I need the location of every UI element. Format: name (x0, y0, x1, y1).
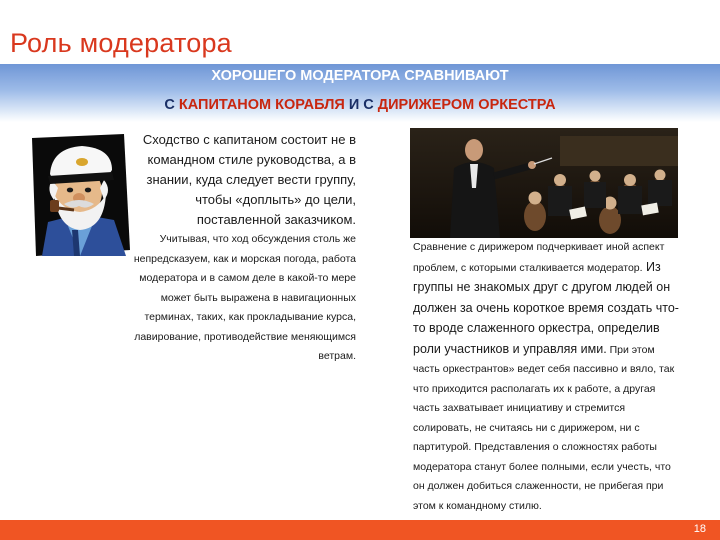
conductor-comparison-text (413, 238, 679, 516)
conductor-part2: Из группы не знакомых друг с другом людей он должен за очень короткое время создать что-то вроде слаженного оркестра, определив роли участников и управляя ими. (413, 259, 679, 356)
footer-bar (0, 520, 720, 540)
banner-line1: ХОРОШЕГО МОДЕРАТОРА СРАВНИВАЮТ (211, 68, 509, 84)
captain-illustration (28, 130, 134, 260)
conductor-part1: Сравнение с дирижером подчеркивает иной аспект проблем, с которыми сталкивается модератор. (413, 241, 665, 274)
slide-title: Роль модератора (10, 28, 232, 58)
banner-line2 (0, 97, 720, 113)
banner-mid: И С (344, 97, 378, 113)
page-number: 18 (693, 523, 706, 535)
banner-accent-conductor: ДИРИЖЕРОМ ОРКЕСТРА (377, 97, 556, 113)
captain-lead: Сходство с капитаном состоит не в командном стиле руководства, а в знании, куда следует вести группу, чтобы «доплыть» до цели, поставленной заказчиком. (142, 132, 356, 227)
conductor-part3: При этом часть оркестрантов» ведет себя пассивно и вяло, так что приходится располагать их к работе, а другая часть захватывает инициативу и стремится солировать, не считаясь ни с дирижером, ни с партитурой. Представления о сложностях работы модератора станут более полными, если учесть, что он должен добиться слаженности, не прибегая при этом к командному стилю. (413, 343, 675, 512)
captain-body: Учитывая, что ход обсуждения столь же непредсказуем, как и морская погода, работа модератора и в самом деле в какой-то мере может быть выражена в навигационных терминах, таких, как прокладывание курса, лавирование, противодействие меняющимся ветрам. (133, 233, 356, 362)
banner-prefix: С (164, 97, 179, 113)
captain-comparison-text (130, 130, 356, 367)
orchestra-photo (410, 128, 678, 238)
banner (0, 64, 720, 122)
banner-accent-captain: КАПИТАНОМ КОРАБЛЯ (178, 97, 345, 113)
